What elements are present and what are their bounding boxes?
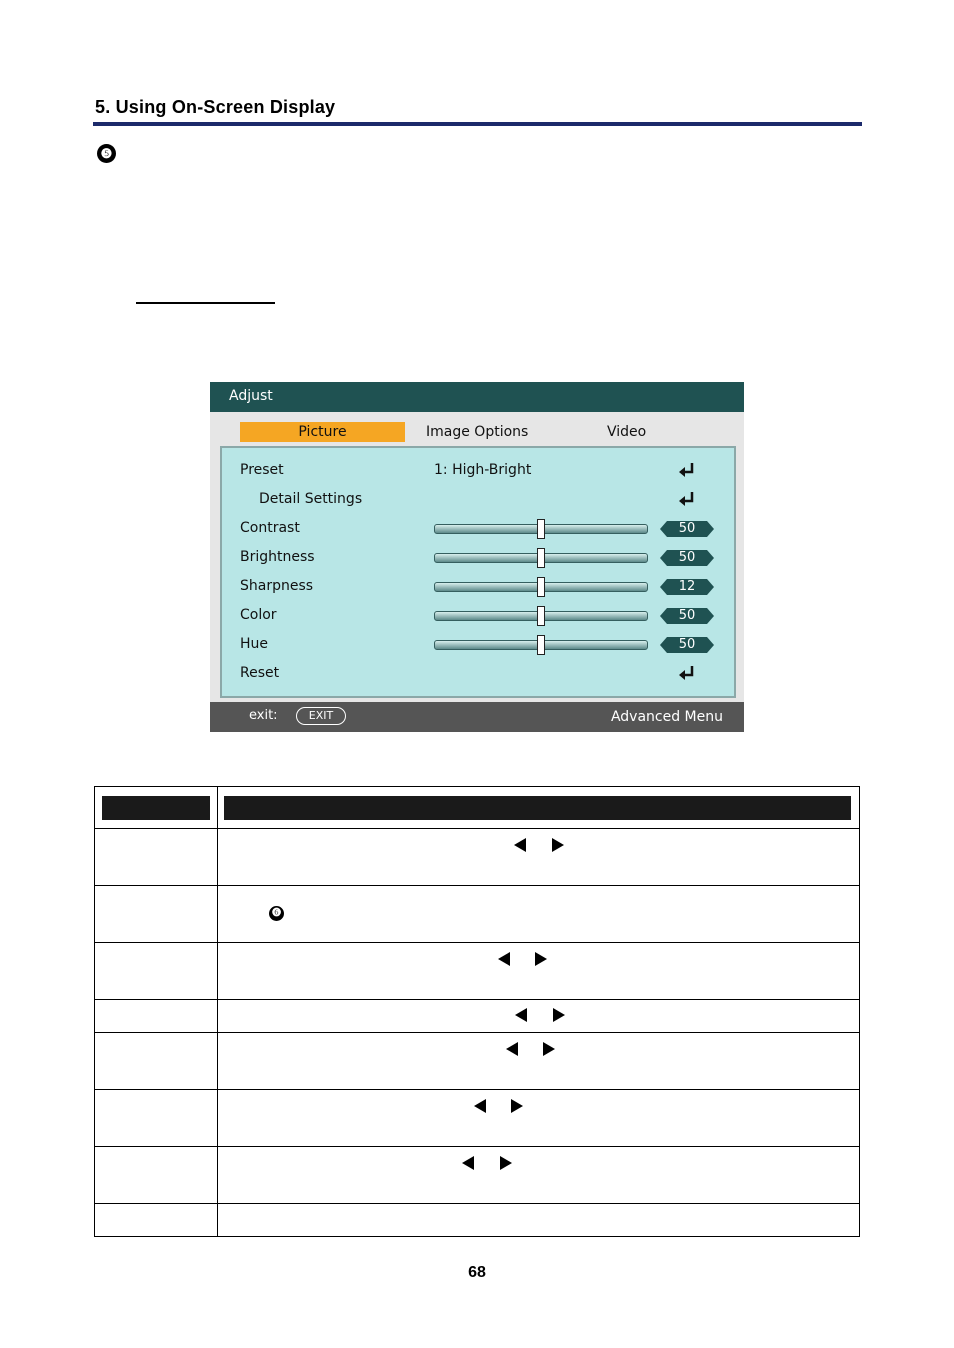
slider-thumb[interactable] — [537, 606, 545, 626]
left-arrow-icon — [462, 1156, 474, 1170]
enter-icon[interactable] — [677, 490, 697, 508]
row-separator — [95, 828, 859, 829]
hue-slider[interactable] — [434, 640, 648, 650]
value-badge — [660, 521, 714, 537]
row-label: Preset — [240, 462, 284, 478]
menu-titlebar — [210, 382, 744, 412]
advanced-menu-link[interactable]: Advanced Menu — [610, 709, 723, 725]
color-slider[interactable] — [434, 611, 648, 621]
subheading-underline — [136, 302, 275, 304]
slider-thumb[interactable] — [537, 635, 545, 655]
enter-icon[interactable] — [677, 664, 697, 682]
section-title: 5. Using On-Screen Display — [95, 97, 336, 117]
preset-value: 1: High-Bright — [434, 462, 532, 478]
slider-thumb[interactable] — [537, 577, 545, 597]
row-label: Sharpness — [240, 578, 314, 594]
slider-thumb[interactable] — [537, 548, 545, 568]
value-badge — [660, 550, 714, 566]
color-value: 50 — [678, 608, 696, 623]
row-label: Brightness — [240, 549, 315, 565]
row-label: Color — [240, 607, 277, 623]
value-badge — [660, 608, 714, 624]
brightness-slider[interactable] — [434, 553, 648, 563]
contrast-slider[interactable] — [434, 524, 648, 534]
left-arrow-icon — [474, 1099, 486, 1113]
right-arrow-icon — [511, 1099, 523, 1113]
menu-footer — [210, 702, 744, 732]
row-brightness[interactable] — [222, 545, 734, 571]
column-divider — [217, 787, 218, 1236]
brightness-value: 50 — [678, 550, 696, 565]
hue-value: 50 — [678, 637, 696, 652]
sharpness-slider[interactable] — [434, 582, 648, 592]
row-label: Detail Settings — [259, 491, 363, 507]
sharpness-value: 12 — [678, 579, 696, 594]
left-arrow-icon — [498, 952, 510, 966]
right-arrow-icon — [500, 1156, 512, 1170]
menu-title: Adjust — [229, 388, 273, 404]
right-arrow-icon — [553, 1008, 565, 1022]
row-detail-settings[interactable] — [222, 487, 734, 513]
right-arrow-icon — [535, 952, 547, 966]
header-cell-description — [224, 796, 851, 820]
row-label: Contrast — [240, 520, 300, 536]
row-separator — [95, 999, 859, 1000]
row-color[interactable] — [222, 603, 734, 629]
row-reset[interactable] — [222, 661, 734, 687]
title-rule — [93, 122, 862, 126]
page-number: 68 — [468, 1264, 486, 1281]
enter-icon[interactable] — [677, 461, 697, 479]
exit-button[interactable]: EXIT — [296, 707, 346, 725]
contrast-value: 50 — [678, 521, 696, 536]
slider-thumb[interactable] — [537, 519, 545, 539]
row-separator — [95, 942, 859, 943]
description-table — [94, 786, 860, 1237]
step-marker: ❺ — [97, 144, 116, 163]
left-arrow-icon — [515, 1008, 527, 1022]
row-separator — [95, 1089, 859, 1090]
right-arrow-icon — [552, 838, 564, 852]
left-arrow-icon — [514, 838, 526, 852]
step-6-marker: ❻ — [269, 906, 284, 921]
value-badge — [660, 579, 714, 595]
row-sharpness[interactable] — [222, 574, 734, 600]
row-separator — [95, 1203, 859, 1204]
header-cell-item — [102, 796, 210, 820]
row-separator — [95, 1032, 859, 1033]
settings-panel — [220, 446, 736, 698]
tab-picture[interactable]: Picture — [240, 422, 405, 442]
left-arrow-icon — [506, 1042, 518, 1056]
adjust-menu-window — [210, 382, 744, 732]
row-hue[interactable] — [222, 632, 734, 658]
tab-video[interactable]: Video — [607, 424, 647, 440]
row-separator — [95, 1146, 859, 1147]
row-preset[interactable] — [222, 458, 734, 484]
exit-label: exit: — [249, 708, 278, 723]
row-contrast[interactable] — [222, 516, 734, 542]
row-label: Reset — [240, 665, 280, 681]
tab-image-options[interactable]: Image Options — [426, 424, 529, 440]
right-arrow-icon — [543, 1042, 555, 1056]
row-separator — [95, 885, 859, 886]
row-label: Hue — [240, 636, 269, 652]
value-badge — [660, 637, 714, 653]
